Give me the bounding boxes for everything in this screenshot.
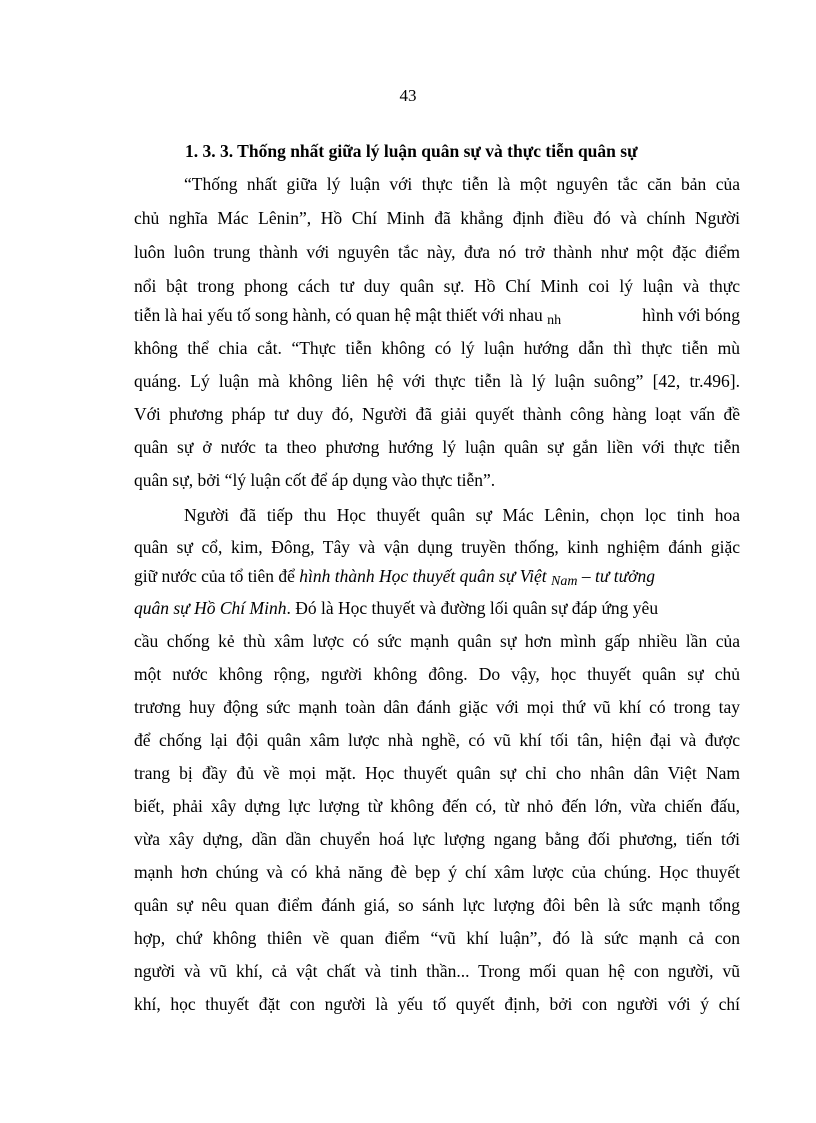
- section-heading: 1. 3. 3. Thống nhất giữa lý luận quân sự và thực tiễn quân sự: [185, 141, 638, 161]
- paragraph-1-line-5-start: tiễn là hai yếu tố song hành, có quan hệ mật thiết với nhau: [134, 305, 543, 325]
- paragraph-2-line-2: quân sự cổ, kim, Đông, Tây và vận dụng truyền thống, kinh nghiệm đánh giặc: [134, 537, 740, 557]
- paragraph-2-line-13: quân sự nêu quan điểm đánh giá, so sánh lực lượng đôi bên là sức mạnh tổng: [134, 895, 740, 915]
- paragraph-2-line-10: biết, phải xây dựng lực lượng từ không đến có, từ nhỏ đến lớn, vừa chiến đấu,: [134, 796, 740, 816]
- paragraph-2-line-12: mạnh hơn chúng và có khả năng đè bẹp ý chí xâm lược của chúng. Học thuyết: [134, 862, 740, 882]
- paragraph-1-line-6: không thể chia cắt. “Thực tiễn không có lý luận hướng dẫn thì thực tiễn mù: [134, 338, 740, 358]
- page-number: 43: [399, 86, 417, 105]
- paragraph-2-line-15: người và vũ khí, cả vật chất và tinh thần... Trong mối quan hệ con người, vũ: [134, 961, 740, 981]
- paragraph-1-line-2: chủ nghĩa Mác Lênin”, Hồ Chí Minh đã khẳng định điều đó và chính Người: [134, 208, 740, 228]
- paragraph-2-line-3-italic: hình thành Học thuyết quân sự Việt: [299, 566, 547, 586]
- paragraph-1-line-7: quáng. Lý luận mà không liên hệ với thực tiễn là lý luận suông” [42, tr.496].: [134, 371, 740, 391]
- paragraph-1-line-10: quân sự, bởi “lý luận cốt để áp dụng vào thực tiễn”.: [134, 470, 496, 490]
- paragraph-2-line-3-italic-end: – tư tưởng: [581, 566, 656, 586]
- paragraph-2-line-3: [134, 566, 655, 589]
- paragraph-2-line-9: trang bị đầy đủ về mọi mặt. Học thuyết quân sự chỉ cho nhân dân Việt Nam: [134, 763, 740, 783]
- paragraph-2-line-5: cầu chống kẻ thù xâm lược có sức mạnh quân sự hơn mình gấp nhiều lần của: [134, 631, 740, 651]
- paragraph-2-line-3-plain: giữ nước của tổ tiên để: [134, 566, 295, 586]
- paragraph-1-line-3: luôn luôn trung thành với nguyên tắc này, đưa nó trở thành như một đặc điểm: [134, 242, 740, 262]
- paragraph-2-line-7: trương huy động sức mạnh toàn dân đánh giặc với mọi thứ vũ khí có trong tay: [134, 697, 740, 717]
- paragraph-2-line-4-italic: quân sự Hồ Chí Minh: [134, 598, 287, 618]
- paragraph-2-line-4-plain: . Đó là Học thuyết và đường lối quân sự đáp ứng yêu: [286, 598, 659, 618]
- paragraph-1-line-8: Với phương pháp tư duy đó, Người đã giải quyết thành công hàng loạt vấn đề: [134, 404, 740, 424]
- paragraph-1-line-5-end: hình với bóng: [642, 305, 740, 325]
- paragraph-2-line-8: để chống lại đội quân xâm lược nhà nghề, có vũ khí tối tân, hiện đại và được: [134, 730, 740, 750]
- paragraph-1-line-4: nổi bật trong phong cách tư duy quân sự. Hồ Chí Minh coi lý luận và thực: [134, 276, 740, 296]
- paragraph-1-line-9: quân sự ở nước ta theo phương hướng lý luận quân sự gắn liền với thực tiễn: [134, 437, 740, 457]
- paragraph-2-line-16: khí, học thuyết đặt con người là yếu tố quyết định, bởi con người với ý chí: [134, 994, 740, 1014]
- paragraph-2-line-14: hợp, chứ không thiên về quan điểm “vũ khí luận”, đó là sức mạnh cả con: [134, 928, 740, 948]
- paragraph-1-line-5: [134, 305, 740, 328]
- paragraph-2-line-11: vừa xây dựng, dần dần chuyển hoá lực lượng ngang bằng đối phương, tiến tới: [134, 829, 740, 849]
- paragraph-2-line-1: Người đã tiếp thu Học thuyết quân sự Mác Lênin, chọn lọc tinh hoa: [184, 505, 740, 525]
- paragraph-1-line-5-mid: nh: [547, 313, 562, 328]
- paragraph-1-line-1: “Thống nhất giữa lý luận với thực tiễn là một nguyên tắc căn bản của: [184, 174, 740, 194]
- paragraph-2-line-4: [134, 598, 658, 618]
- paragraph-2-line-6: một nước không rộng, người không đông. Do vậy, học thuyết quân sự chủ: [134, 664, 740, 684]
- paragraph-2-line-3-italic-small: Nam: [551, 574, 578, 589]
